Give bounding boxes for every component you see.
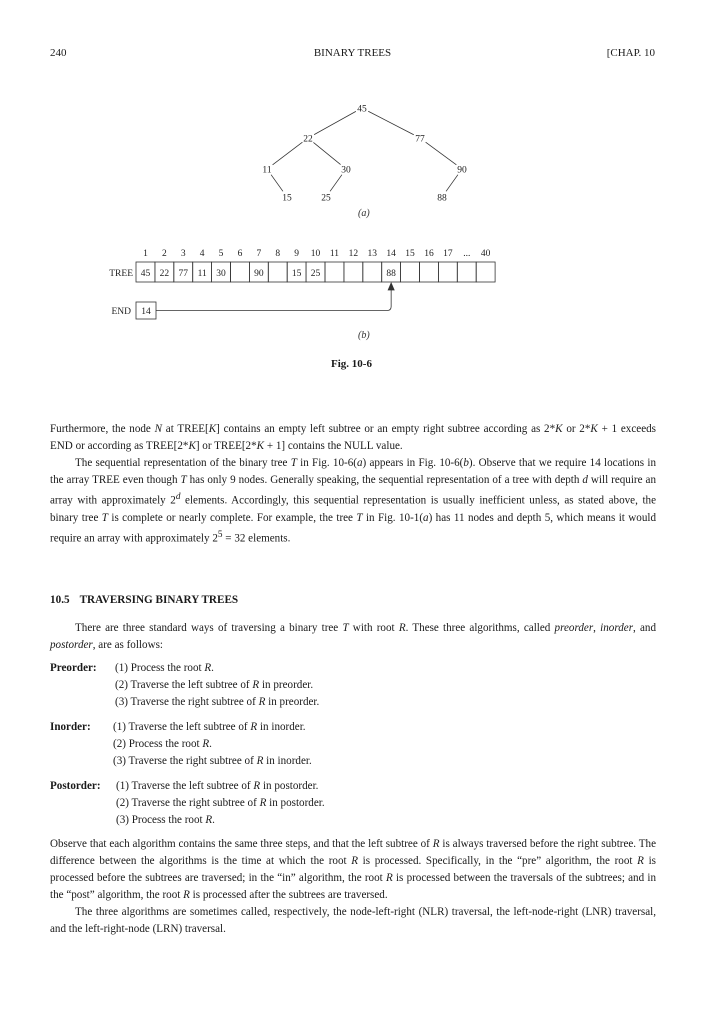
algorithm-label: Preorder: [50, 662, 97, 674]
array-value: 77 [178, 269, 188, 279]
array-cell [476, 262, 495, 282]
array-cell [401, 262, 420, 282]
algorithm-step: (2) Process the root R. [113, 738, 212, 750]
algorithm-step: (3) Traverse the right subtree of R in inorder. [113, 755, 312, 767]
array-cell [457, 262, 476, 282]
array-index: 16 [424, 249, 434, 259]
algorithm-step: (2) Traverse the right subtree of R in postorder. [116, 797, 325, 809]
paragraph-block-1 [50, 421, 656, 547]
section-title: TRAVERSING BINARY TREES [79, 594, 239, 606]
array-cell [344, 262, 363, 282]
tree-node-90: 90 [457, 165, 467, 176]
array-index: 17 [443, 249, 453, 259]
array-value: 45 [140, 269, 151, 279]
paragraph-traversal-intro: There are three standard ways of traversing a binary tree T with root R. These three algorithms, called preorder, inorder, and postorder, are as follows: [50, 622, 657, 651]
array-index: 40 [480, 249, 491, 259]
array-index: 6 [237, 249, 243, 259]
tree-edge [330, 175, 342, 192]
array-index: 10 [310, 249, 321, 259]
algorithm-step: (1) Traverse the left subtree of R in inorder. [113, 721, 306, 733]
array-index: ... [463, 249, 471, 259]
section-number: 10.5 [50, 594, 70, 606]
array-index: 14 [386, 249, 396, 259]
paragraph-block-2 [50, 836, 656, 938]
tree-edge [273, 142, 303, 165]
array-index: 11 [329, 249, 340, 259]
array-index: 8 [275, 249, 281, 259]
chapter-label: [CHAP. 10 [606, 47, 655, 59]
algorithm-step: (1) Traverse the left subtree of R in postorder. [116, 780, 319, 792]
array-cell [268, 262, 287, 282]
array-cell [231, 262, 250, 282]
array-value: 15 [291, 269, 302, 279]
tree-edge [271, 175, 283, 192]
algorithm-label: Postorder: [50, 780, 101, 792]
array-index: 2 [161, 249, 167, 259]
tree-node-11: 11 [262, 165, 272, 176]
end-label: END [111, 307, 131, 317]
algorithm-label: Inorder: [50, 721, 91, 733]
array-index: 1 [143, 249, 148, 259]
array-index: 3 [180, 249, 186, 259]
pointer-arrowhead [388, 283, 394, 290]
paragraph-null-subtree: Furthermore, the node N at TREE[K] contains an empty left subtree or an empty right subtree according as 2*K or 2*K + 1 exceeds END or according as TREE[2*K] or TREE[2*K + 1] contains the NULL value. [50, 423, 656, 452]
array-value: 88 [386, 269, 396, 279]
array-index: 5 [218, 249, 224, 259]
array-index: 12 [348, 249, 359, 259]
array-value: 90 [254, 269, 264, 279]
algorithm-step: (3) Process the root R. [116, 814, 215, 826]
tree-edge [426, 142, 457, 165]
paragraph-difference: Observe that each algorithm contains the same three steps, and that the left subtree of R is always traversed before the right subtree. The difference between the algorithms is the time at which the root R is processed. Specifically, in the “pre” algorithm, the root R is processed before the subtrees are traversed; in the “in” algorithm, the root R is processed between the traversals of the subtrees; and in the “post” algorithm, the root R is processed after the subtrees are traversed. [50, 838, 656, 901]
array-value: 22 [159, 269, 170, 279]
tree-node-15: 15 [282, 193, 292, 204]
running-title: BINARY TREES [313, 47, 392, 59]
array-index: 4 [199, 249, 205, 259]
tree-node-25: 25 [321, 193, 331, 204]
binary-tree-diagram [240, 96, 480, 206]
caption-b: (b) [358, 330, 370, 341]
figure-title: Fig. 10-6 [331, 358, 372, 370]
paragraph-sequential: The sequential representation of the binary tree T in Fig. 10-6(a) appears in Fig. 10-6(b). Observe that we require 14 locations in the array TREE even though T has only 9 nodes. Generally speaking, the sequential representation of a tree with depth d will require an array with approximately 2$^d$ elements. Accordingly, this sequential representation is usually inefficient unless, as stated above, the binary tree T is complete or nearly complete. For example, the tree T in Fig. 10-1(a) has 11 nodes and depth 5, which means it would require an array with approximately $2^5 = 32$ elements. [50, 457, 657, 545]
algorithm-step: (1) Process the root R. [115, 662, 214, 674]
page-number: 240 [50, 47, 67, 59]
tree-node-77: 77 [415, 134, 425, 145]
tree-edge [313, 142, 340, 164]
tree-node-22: 22 [303, 134, 313, 145]
array-index: 15 [405, 249, 415, 259]
paragraph-nlr: The three algorithms are sometimes called, respectively, the node-left-right (NLR) traversal, the left-node-right (LNR) traversal, and the left-right-node (LRN) traversal. [50, 906, 656, 935]
array-value: 11 [197, 269, 207, 279]
array-index: 13 [367, 249, 377, 259]
tree-edge [368, 111, 414, 135]
array-index: 7 [256, 249, 262, 259]
algorithm-step: (3) Traverse the right subtree of R in preorder. [115, 696, 320, 708]
array-value: 25 [310, 269, 321, 279]
tree-node-30: 30 [341, 165, 351, 176]
array-value: 30 [216, 269, 226, 279]
end-value: 14 [141, 307, 151, 317]
array-index: 9 [294, 249, 300, 259]
tree-node-45: 45 [357, 104, 367, 115]
tree-edge [446, 175, 458, 192]
section-heading [50, 594, 238, 606]
array-cell [363, 262, 382, 282]
array-cell [438, 262, 457, 282]
tree-edge [314, 111, 356, 134]
array-cell [325, 262, 344, 282]
algorithm-step: (2) Traverse the left subtree of R in preorder. [115, 679, 314, 691]
array-label: TREE [109, 269, 133, 279]
page-header [50, 47, 655, 63]
tree-array-diagram [100, 244, 610, 324]
end-pointer-line [156, 288, 391, 311]
array-cell [420, 262, 439, 282]
caption-a: (a) [358, 208, 370, 219]
tree-node-88: 88 [437, 193, 447, 204]
